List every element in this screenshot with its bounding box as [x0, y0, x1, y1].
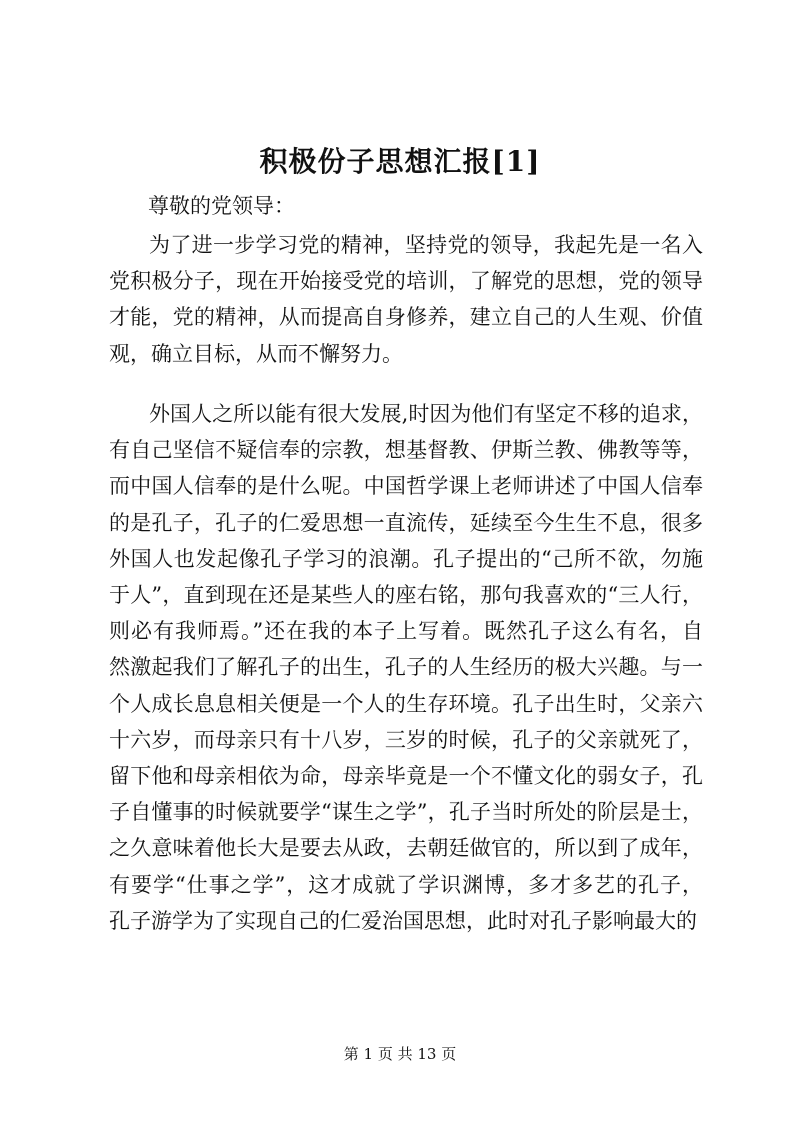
paragraph-1: [109, 227, 703, 372]
paragraph-line: 才能，党的精神，从而提高自身修养，建立自己的人生观、价值: [109, 305, 703, 330]
paragraph-line: 为了进一步学习党的精神，坚持党的领导，我起先是一名入: [149, 233, 703, 257]
paragraph-line: 的是孔子，孔子的仁爱思想一直流传，延续至今生生不息，很多: [109, 510, 703, 535]
paragraph-line: 外国人也发起像孔子学习的浪潮。孔子提出的“己所不欲，勿施: [109, 546, 703, 571]
page-number: 第 1 页 共 13 页: [343, 1045, 457, 1063]
paragraph-line: 十六岁，而母亲只有十八岁，三岁的时候，孔子的父亲就死了，: [109, 727, 703, 752]
document-title: 积极份子思想汇报[1]: [259, 145, 541, 178]
paragraph-2: [109, 396, 703, 939]
paragraph-line: 则必有我师焉。”还在我的本子上写着。既然孔子这么有名，自: [109, 619, 703, 644]
paragraph-line: 于人”，直到现在还是某些人的座右铭，那句我喜欢的“三人行，: [109, 583, 703, 608]
paragraph-line: 然激起我们了解孔子的出生，孔子的人生经历的极大兴趣。与一: [109, 655, 703, 680]
salutation: 尊敬的党领导：: [148, 194, 295, 218]
paragraph-line: 留下他和母亲相依为命，母亲毕竟是一个不懂文化的弱女子，孔: [109, 764, 703, 789]
paragraph-line: 外国人之所以能有很大发展,时因为他们有坚定不移的追求，: [149, 402, 703, 426]
paragraph-line: 观，确立目标，从而不懈努力。: [109, 341, 403, 366]
paragraph-line: 子自懂事的时候就要学“谋生之学”，孔子当时所处的阶层是士，: [109, 800, 703, 825]
paragraph-line: 个人成长息息相关便是一个人的生存环境。孔子出生时，父亲六: [109, 691, 703, 716]
paragraph-line: 之久意味着他长大是要去从政，去朝廷做官的，所以到了成年，: [109, 836, 703, 861]
paragraph-line: 党积极分子，现在开始接受党的培训，了解党的思想，党的领导: [109, 269, 703, 294]
paragraph-line: 有要学“仕事之学”，这才成就了学识渊博，多才多艺的孔子，: [109, 872, 703, 897]
paragraph-line: 孔子游学为了实现自己的仁爱治国思想，此时对孔子影响最大的: [109, 908, 697, 933]
paragraph-line: 而中国人信奉的是什么呢。中国哲学课上老师讲述了中国人信奉: [109, 474, 703, 499]
paragraph-line: 有自己坚信不疑信奉的宗教，想基督教、伊斯兰教、佛教等等，: [109, 438, 703, 463]
